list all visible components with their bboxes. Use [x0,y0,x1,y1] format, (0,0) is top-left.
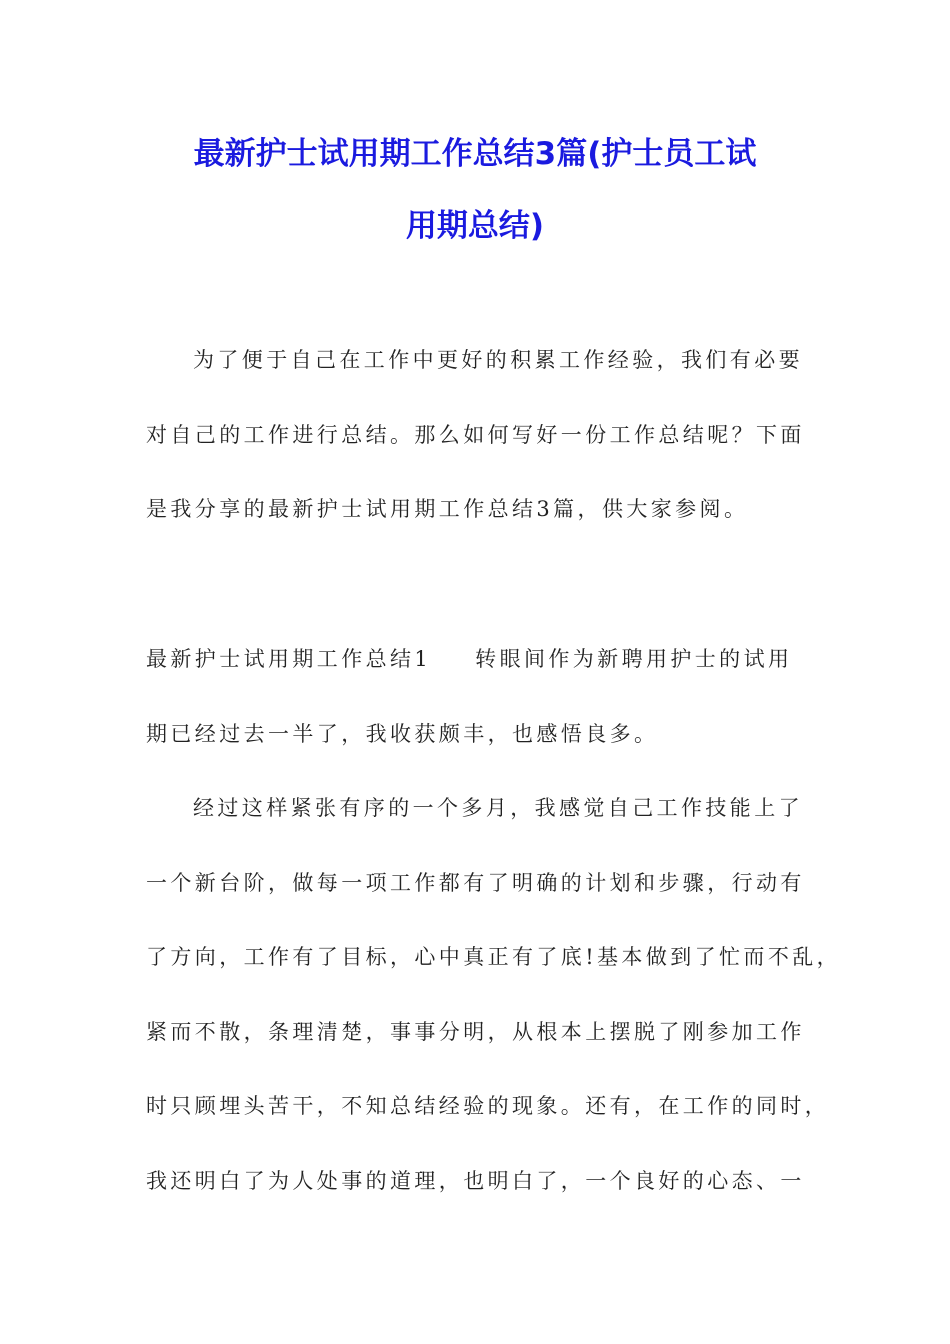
document-title-line-1: 最新护士试用期工作总结3篇(护士员工试 [193,136,757,172]
section1-line-3: 一个新台阶，做每一项工作都有了明确的计划和步骤，行动有 [146,871,805,895]
section1-first-line [146,645,792,673]
section1-line-1: 期已经过去一半了，我收获颇丰，也感悟良多。 [146,722,659,746]
document-title-line-2: 用期总结) [405,208,545,244]
section1-line-4: 了方向，工作有了目标，心中真正有了底!基本做到了忙而不乱， [146,945,842,969]
section1-first-line-text: 转眼间作为新聘用护士的试用 [475,647,793,671]
intro-line-1: 为了便于自己在工作中更好的积累工作经验，我们有必要 [193,348,803,372]
section1-line-2: 经过这样紧张有序的一个多月，我感觉自己工作技能上了 [193,796,803,820]
section1-heading: 最新护士试用期工作总结1 [146,647,432,671]
intro-line-3: 是我分享的最新护士试用期工作总结3篇，供大家参阅。 [146,497,749,521]
section1-line-5: 紧而不散，条理清楚，事事分明，从根本上摆脱了刚参加工作 [146,1020,805,1044]
section1-line-6: 时只顾埋头苦干，不知总结经验的现象。还有，在工作的同时， [146,1094,830,1118]
intro-line-2: 对自己的工作进行总结。那么如何写好一份工作总结呢？下面 [146,423,805,447]
section1-line-7: 我还明白了为人处事的道理，也明白了，一个良好的心态、一 [146,1169,805,1193]
